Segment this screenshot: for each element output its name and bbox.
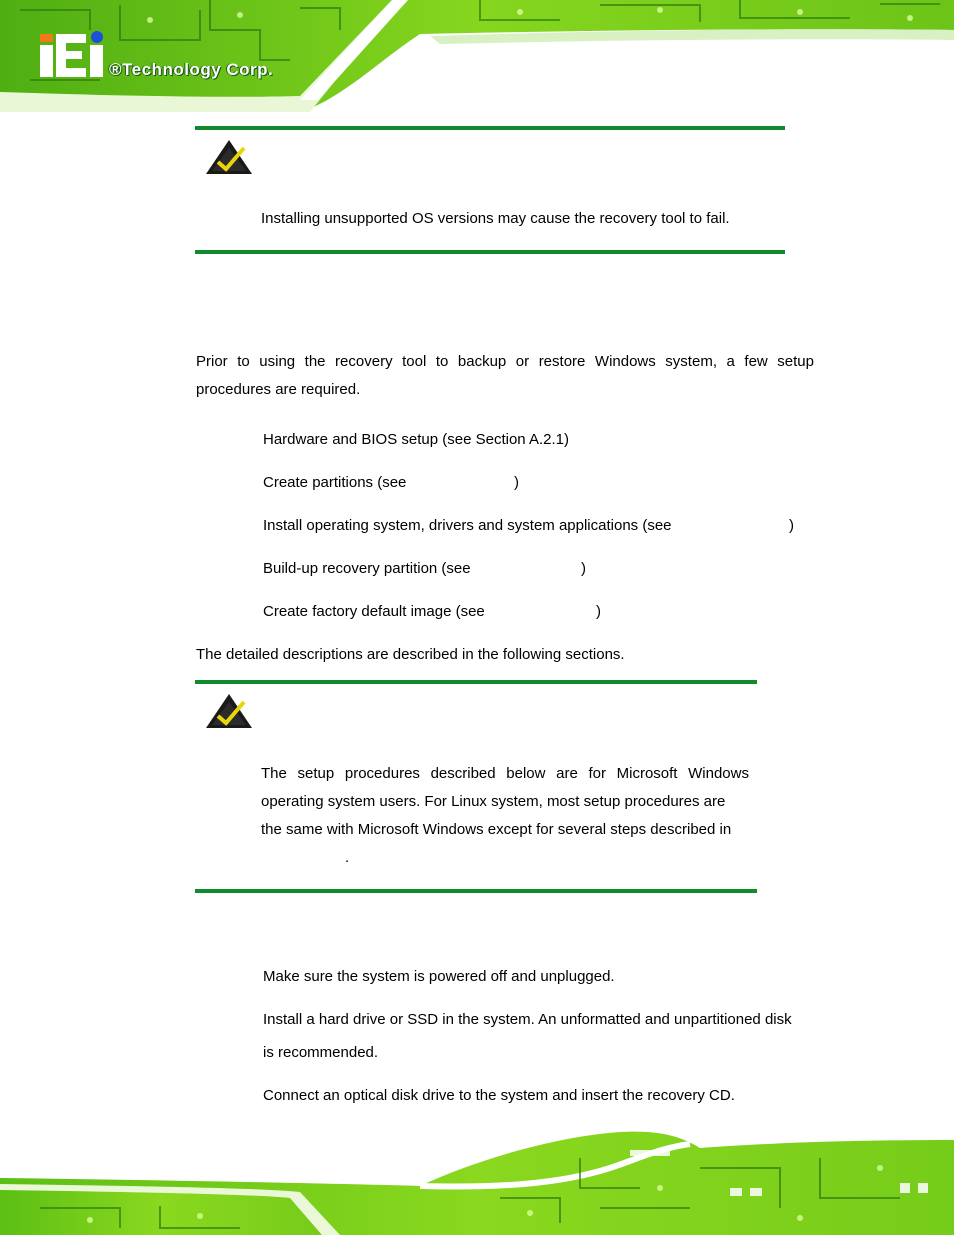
note2-line-2: operating system users. For Linux system, most setup procedures are — [261, 793, 726, 810]
setup-step-recovery-partition-close: ) — [581, 560, 586, 577]
note2-check-icon — [204, 692, 254, 730]
intro-line-2: procedures are required. — [196, 381, 361, 398]
procedure-step-2-line-2: is recommended. — [263, 1044, 379, 1061]
circuit-board-header-graphic — [0, 0, 954, 112]
note2-line-3: the same with Microsoft Windows except for several steps described in — [261, 821, 732, 838]
setup-step-factory-image: Create factory default image (see — [263, 603, 485, 620]
note2-top-rule — [195, 680, 757, 684]
iei-logo — [40, 31, 103, 77]
note2-line-1: The setup procedures described below are for Microsoft Windows — [261, 765, 749, 782]
note2-line-4: . — [345, 849, 350, 866]
circuit-board-footer-graphic — [0, 1128, 954, 1235]
procedure-step-1: Make sure the system is powered off and unplugged. — [263, 968, 615, 985]
setup-step-install-os-close: ) — [789, 517, 794, 534]
setup-step-create-partitions: Create partitions (see — [263, 474, 407, 491]
note-top-rule — [195, 126, 785, 130]
setup-step-factory-image-close: ) — [596, 603, 601, 620]
footer-banner — [0, 1128, 954, 1235]
sections-description: The detailed descriptions are described in the following sections. — [196, 646, 625, 663]
setup-step-install-os: Install operating system, drivers and system applications (see — [263, 517, 672, 534]
note-text: Installing unsupported OS versions may cause the recovery tool to fail. — [261, 210, 730, 227]
header-banner — [0, 0, 954, 112]
setup-step-hardware-bios: Hardware and BIOS setup (see Section A.2.1) — [263, 431, 569, 448]
procedure-step-2-line-1: Install a hard drive or SSD in the system. An unformatted and unpartitioned disk — [263, 1011, 792, 1028]
note-check-icon — [204, 138, 254, 176]
setup-step-create-partitions-close: ) — [514, 474, 519, 491]
intro-line-1: Prior to using the recovery tool to backup or restore Windows system, a few setup — [196, 353, 814, 370]
procedure-step-3: Connect an optical disk drive to the system and insert the recovery CD. — [263, 1087, 735, 1104]
note-bottom-rule — [195, 250, 785, 254]
note2-bottom-rule — [195, 889, 757, 893]
brand-text: ®Technology Corp. — [109, 60, 274, 79]
setup-step-recovery-partition: Build-up recovery partition (see — [263, 560, 471, 577]
